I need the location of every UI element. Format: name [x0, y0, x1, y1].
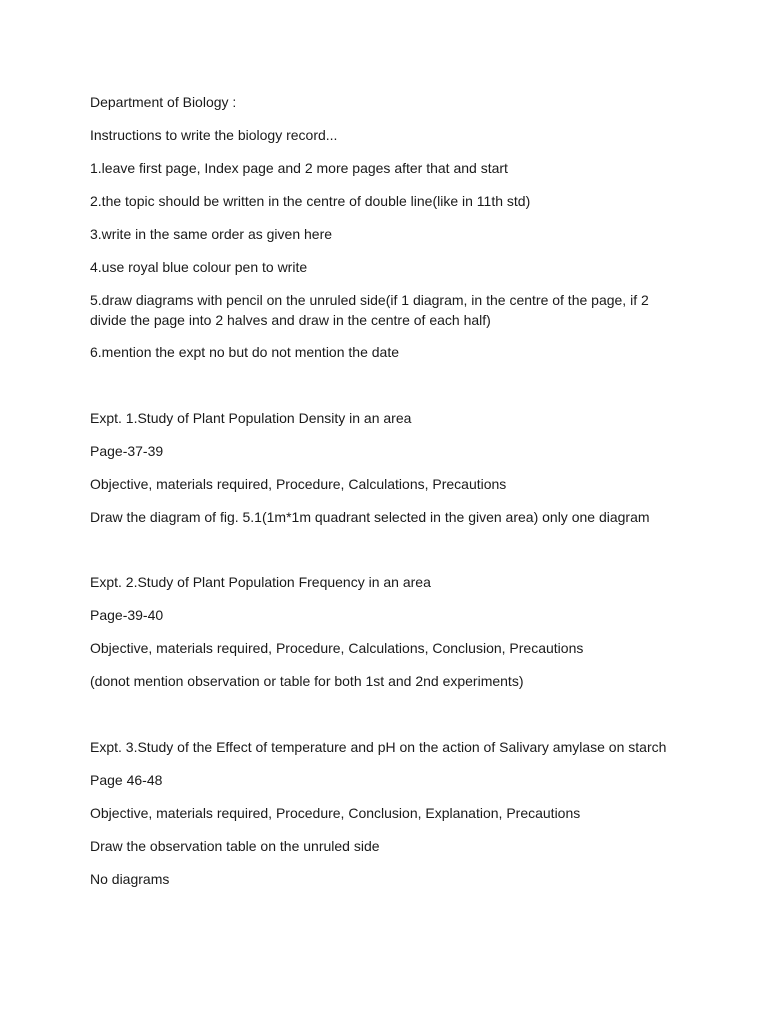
experiment-pages: Page-37-39 [90, 443, 164, 459]
experiment-title: Expt. 1.Study of Plant Population Density in an area [90, 410, 412, 426]
experiment-pages: Page-39-40 [90, 607, 164, 623]
instruction-item: 2.the topic should be written in the centre of double line(like in 11th std) [90, 193, 531, 209]
experiment-title: Expt. 2.Study of Plant Population Frequency in an area [90, 574, 431, 590]
experiment-sections: Objective, materials required, Procedure, Calculations, Conclusion, Precautions [90, 640, 584, 656]
instruction-item: 5.draw diagrams with pencil on the unruled side(if 1 diagram, in the centre of the page, if 2 divide the page into 2 halves and draw in the centre of each half) [90, 292, 649, 328]
experiment-sections: Objective, materials required, Procedure, Conclusion, Explanation, Precautions [90, 805, 581, 821]
instruction-item: 4.use royal blue colour pen to write [90, 259, 308, 275]
experiment-title: Expt. 3.Study of the Effect of temperature and pH on the action of Salivary amylase on starch [90, 739, 667, 755]
instruction-item: 6.mention the expt no but do not mention the date [90, 344, 399, 360]
instruction-item: 1.leave first page, Index page and 2 more pages after that and start [90, 160, 508, 176]
instructions-intro: Instructions to write the biology record... [90, 127, 338, 143]
experiment-sections: Objective, materials required, Procedure, Calculations, Precautions [90, 476, 507, 492]
department-heading: Department of Biology : [90, 94, 237, 110]
experiment-pages: Page 46-48 [90, 772, 163, 788]
experiment-note: Draw the diagram of fig. 5.1(1m*1m quadrant selected in the given area) only one diagram [90, 509, 650, 525]
experiment-note: No diagrams [90, 871, 170, 887]
experiment-note: (donot mention observation or table for both 1st and 2nd experiments) [90, 673, 524, 689]
experiment-note: Draw the observation table on the unruled side [90, 838, 380, 854]
instruction-item: 3.write in the same order as given here [90, 226, 333, 242]
